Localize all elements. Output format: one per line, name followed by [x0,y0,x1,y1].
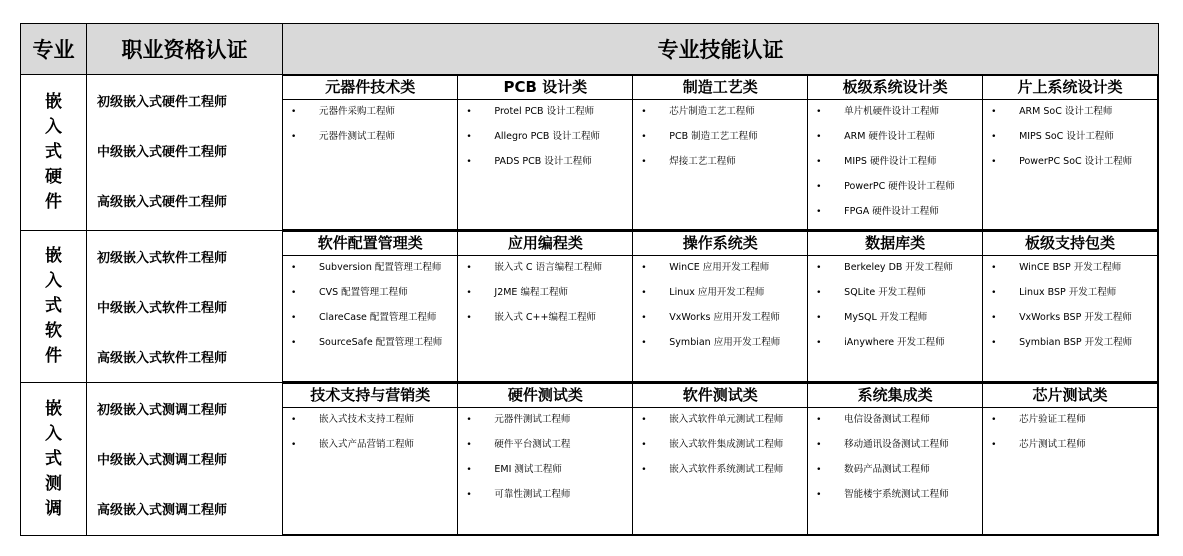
list-item: • Subversion 配置管理工程师 [291,262,442,273]
category [283,232,458,382]
list-item: • WinCE BSP 开发工程师 [991,262,1122,273]
major-cell: 嵌 入 式 测 调 [21,383,87,536]
row-testing [21,383,1159,536]
category-title: 板级系统设计类 [808,76,982,100]
qualification-item: 高级嵌入式测调工程师 [97,503,228,518]
skills-cell [283,231,1159,383]
list-item: • PowerPC 硬件设计工程师 [816,181,955,192]
list-item: • VxWorks 应用开发工程师 [641,312,780,323]
category [458,384,633,535]
category-title: 芯片测试类 [983,384,1157,408]
header-qualification: 职业资格认证 [87,24,283,75]
category-title: 操作系统类 [633,232,807,256]
list-item: • Berkeley DB 开发工程师 [816,262,953,273]
list-item: • PowerPC SoC 设计工程师 [991,156,1133,167]
list-item: • ARM 硬件设计工程师 [816,131,935,142]
list-item: • 嵌入式产品营销工程师 [291,439,415,450]
category-items [808,408,982,512]
category [808,76,983,230]
list-item: • MySQL 开发工程师 [816,312,928,323]
category [458,76,633,230]
qualification-item: 初级嵌入式硬件工程师 [97,95,228,110]
list-item: • 嵌入式 C 语言编程工程师 [466,262,603,273]
list-item: • 元器件测试工程师 [291,131,396,142]
list-item: • 可靠性测试工程师 [466,489,571,500]
category-title: 系统集成类 [808,384,982,408]
list-item: • PADS PCB 设计工程师 [466,156,592,167]
category-items [983,256,1157,360]
qualification-item: 中级嵌入式软件工程师 [97,301,228,316]
category-title: PCB 设计类 [458,76,632,100]
category [633,76,808,230]
list-item: • 嵌入式 C++编程工程师 [466,312,596,323]
category [808,384,983,535]
category-items [983,408,1157,462]
row-hardware [21,75,1159,231]
list-item: • 单片机硬件设计工程师 [816,106,940,117]
category-title: 硬件测试类 [458,384,632,408]
list-item: • 智能楼宇系统测试工程师 [816,489,949,500]
list-item: • 芯片验证工程师 [991,414,1086,425]
qualification-item: 高级嵌入式软件工程师 [97,351,228,366]
category-items [458,100,632,179]
category-items [983,100,1157,179]
category-items [283,100,457,154]
list-item: • 硬件平台测试工程 [466,439,571,450]
list-item: • 数码产品测试工程师 [816,464,930,475]
list-item: • Symbian BSP 开发工程师 [991,337,1133,348]
qualification-item: 初级嵌入式测调工程师 [97,403,228,418]
category-title: 应用编程类 [458,232,632,256]
category-items [283,256,457,360]
list-item: • 芯片制造工艺工程师 [641,106,755,117]
list-item: • 嵌入式软件集成测试工程师 [641,439,784,450]
header-major: 专业 [21,24,87,75]
list-item: • 焊接工艺工程师 [641,156,736,167]
category-items [458,408,632,512]
category [633,232,808,382]
category-title: 数据库类 [808,232,982,256]
list-item: • Allegro PCB 设计工程师 [466,131,600,142]
category-items [283,408,457,462]
list-item: • EMI 测试工程师 [466,464,562,475]
major-cell: 嵌 入 式 软 件 [21,231,87,383]
list-item: • VxWorks BSP 开发工程师 [991,312,1132,323]
list-item: • SourceSafe 配置管理工程师 [291,337,443,348]
qualification-cell [87,383,283,536]
header-skills: 专业技能认证 [283,24,1159,75]
qualification-item: 中级嵌入式测调工程师 [97,453,228,468]
category [283,384,458,535]
category-title: 板级支持包类 [983,232,1157,256]
row-software [21,231,1159,383]
category [983,76,1158,230]
qualification-item: 初级嵌入式软件工程师 [97,251,228,266]
category [808,232,983,382]
qualification-item: 中级嵌入式硬件工程师 [97,145,228,160]
list-item: • 嵌入式技术支持工程师 [291,414,415,425]
category-items [808,256,982,360]
certification-table [20,23,1159,536]
list-item: • 移动通讯设备测试工程师 [816,439,949,450]
list-item: • ClareCase 配置管理工程师 [291,312,437,323]
header-row [21,24,1159,75]
category [283,76,458,230]
list-item: • 电信设备测试工程师 [816,414,930,425]
category [458,232,633,382]
list-item: • 元器件采购工程师 [291,106,396,117]
list-item: • iAnywhere 开发工程师 [816,337,945,348]
list-item: • J2ME 编程工程师 [466,287,568,298]
list-item: • FPGA 硬件设计工程师 [816,206,939,217]
category-items [458,256,632,335]
category [983,232,1158,382]
category-items [633,100,807,179]
category-title: 制造工艺类 [633,76,807,100]
list-item: • 嵌入式软件系统测试工程师 [641,464,784,475]
category [633,384,808,535]
list-item: • Linux 应用开发工程师 [641,287,765,298]
qualification-item: 高级嵌入式硬件工程师 [97,195,228,210]
list-item: • PCB 制造工艺工程师 [641,131,758,142]
list-item: • WinCE 应用开发工程师 [641,262,770,273]
category-items [633,408,807,487]
qualification-cell [87,75,283,231]
qualification-cell [87,231,283,383]
list-item: • MIPS SoC 设计工程师 [991,131,1114,142]
category-title: 软件配置管理类 [283,232,457,256]
skills-cell [283,75,1159,231]
category-title: 技术支持与营销类 [283,384,457,408]
list-item: • 元器件测试工程师 [466,414,571,425]
list-item: • Linux BSP 开发工程师 [991,287,1117,298]
list-item: • CVS 配置管理工程师 [291,287,408,298]
list-item: • 芯片测试工程师 [991,439,1086,450]
list-item: • Protel PCB 设计工程师 [466,106,595,117]
category-items [808,100,982,229]
list-item: • MIPS 硬件设计工程师 [816,156,937,167]
list-item: • ARM SoC 设计工程师 [991,106,1113,117]
category-title: 片上系统设计类 [983,76,1157,100]
category [983,384,1158,535]
category-title: 软件测试类 [633,384,807,408]
category-title: 元器件技术类 [283,76,457,100]
list-item: • 嵌入式软件单元测试工程师 [641,414,784,425]
category-items [633,256,807,360]
major-cell: 嵌 入 式 硬 件 [21,75,87,231]
list-item: • Symbian 应用开发工程师 [641,337,781,348]
skills-cell [283,383,1159,536]
list-item: • SQLite 开发工程师 [816,287,926,298]
